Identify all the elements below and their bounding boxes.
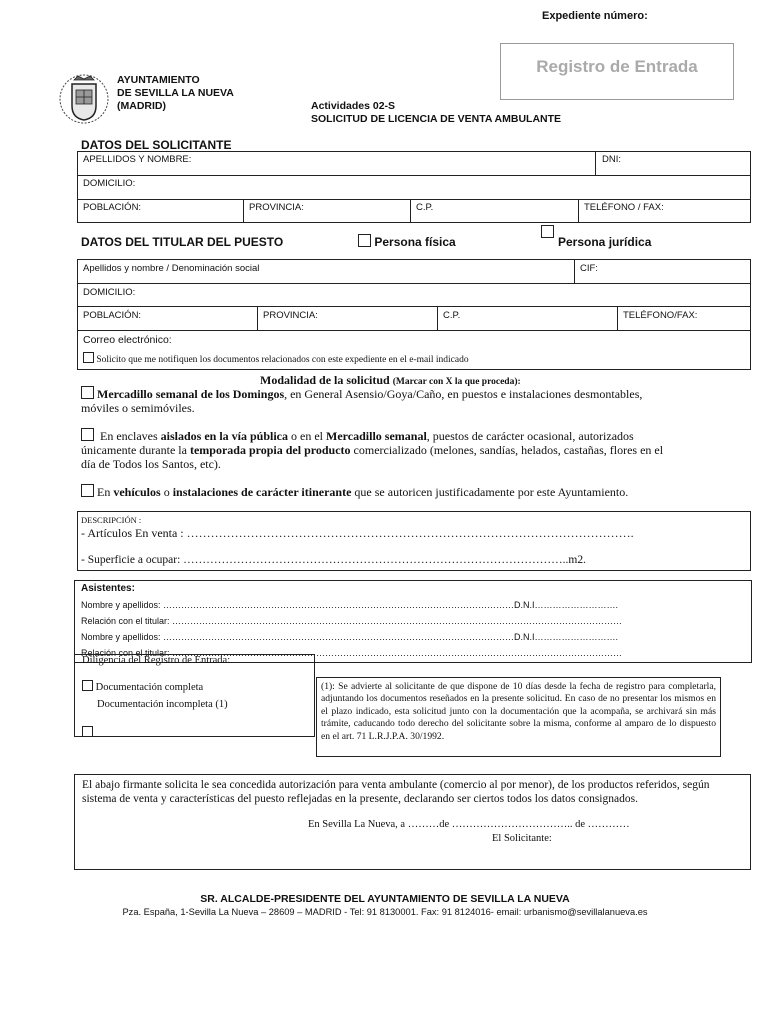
solicitante-dni-field[interactable]: DNI: xyxy=(602,154,621,165)
diligencia-box xyxy=(74,654,315,737)
enclaves-text-e: , puestos de carácter ocasional, autorizados xyxy=(426,429,634,443)
modalidad-option-enclaves[interactable] xyxy=(81,428,721,471)
documentacion-completa-checkbox[interactable] xyxy=(82,680,93,691)
enclaves-bold-g: temporada propia del producto xyxy=(189,443,351,457)
vehiculos-text-c: o xyxy=(160,485,173,499)
solicitante-poblacion-field[interactable]: POBLACIÓN: xyxy=(83,202,142,213)
registro-entrada-box xyxy=(500,43,734,100)
descripcion-label: DESCRIPCIÓN : xyxy=(81,515,142,525)
vehiculos-text-e: que se autoricen justificadamente por este Ayuntamiento. xyxy=(351,485,629,499)
notify-email-label: Solicito que me notifiquen los documentos relacionados con este expediente en el e-mail indicado xyxy=(96,355,469,365)
articulos-field[interactable]: - Artículos En venta : …………………………………………………………………………………………………. xyxy=(81,526,634,540)
firma-text: El abajo firmante solicita le sea concedida autorización para venta ambulante (comercio al por menor), de los productos referidos, según sistema de venta y características del puesto reflejadas en la presente, declarando ser ciertos todos los datos consignados. xyxy=(82,779,710,805)
ayto-line-1: AYUNTAMIENTO xyxy=(117,74,200,86)
asistente-2-relacion-field[interactable]: Relación con el titular: …………………………………………………………………………………………………………………………………… xyxy=(81,648,623,658)
solicitante-domicilio-field[interactable]: DOMICILIO: xyxy=(83,178,136,189)
modalidad-title-text: Modalidad de la solicitud xyxy=(260,373,390,387)
enclaves-text-line3: día de Todos los Santos, etc). xyxy=(81,457,221,471)
asistente-1-nombre-field[interactable]: Nombre y apellidos: ………………………………………………………………………………………………………D.N.I………………………. xyxy=(81,600,619,610)
solicitante-provincia-field[interactable]: PROVINCIA: xyxy=(249,202,304,213)
modalidad-option-domingos[interactable] xyxy=(81,386,721,415)
solicitante-section-title: DATOS DEL SOLICITANTE xyxy=(81,138,232,152)
vehiculos-bold-b: vehículos xyxy=(113,485,161,499)
solicitante-apellidos-field[interactable]: APELLIDOS Y NOMBRE: xyxy=(83,154,192,165)
titular-poblacion-field[interactable]: POBLACIÓN: xyxy=(83,310,142,321)
documentacion-incompleta-checkbox[interactable] xyxy=(82,723,93,741)
footer-direccion: Pza. España, 1-Sevilla La Nueva – 28609 – MADRID - Tel: 91 8130001. Fax: 91 8124016- email: urbanismo@sevillalanueva.es xyxy=(122,907,648,917)
ayto-line-2: DE SEVILLA LA NUEVA xyxy=(117,87,234,99)
titular-email-field[interactable]: Correo electrónico: xyxy=(83,334,172,346)
domingos-text: , en General Asensio/Goya/Caño, en puestos e instalaciones desmontables, xyxy=(284,387,643,401)
domingos-checkbox[interactable] xyxy=(81,386,94,399)
asistente-2-nombre-field[interactable]: Nombre y apellidos: ………………………………………………………………………………………………………D.N.I………………………. xyxy=(81,632,619,642)
persona-fisica-checkbox[interactable] xyxy=(358,234,371,247)
document-title xyxy=(311,100,561,126)
domingos-bold: Mercadillo semanal de los Domingos xyxy=(97,387,285,401)
documentacion-completa-label: Documentación completa xyxy=(95,682,204,693)
domingos-text-line2: móviles o semimóviles. xyxy=(81,401,195,415)
titular-cif-field[interactable]: CIF: xyxy=(580,263,598,274)
enclaves-text-f: únicamente durante la xyxy=(81,443,190,457)
titular-provincia-field[interactable]: PROVINCIA: xyxy=(263,310,318,321)
notify-email-checkbox[interactable] xyxy=(83,352,94,363)
solicitante-telefono-field[interactable]: TELÉFONO / FAX: xyxy=(584,202,664,213)
modalidad-option-vehiculos[interactable] xyxy=(81,484,721,499)
titular-cp-field[interactable]: C.P. xyxy=(443,310,461,321)
documentacion-completa-option[interactable] xyxy=(82,680,203,693)
lugar-fecha-field[interactable]: En Sevilla La Nueva, a ………de …………………………….. de ………… xyxy=(308,819,630,830)
solicitante-cp-field[interactable]: C.P. xyxy=(416,202,434,213)
municipal-seal-icon xyxy=(58,66,110,132)
vehiculos-bold-d: instalaciones de carácter itinerante xyxy=(172,485,352,499)
vehiculos-checkbox[interactable] xyxy=(81,484,94,497)
enclaves-text-a: En enclaves xyxy=(100,429,161,443)
modalidad-title-note: (Marcar con X la que proceda): xyxy=(392,377,521,387)
aviso-text: (1): Se advierte al solicitante de que dispone de 10 días desde la fecha de registro para completarla, adjuntando los documentos reseñados en la presente solicitud. En caso de no presentar los mismos en el plazo indicado, esta solicitud junto con la documentación que la acompaña, se archivará sin más trámite, caducando todo derecho del solicitante sobre la misma, conforme al amparo de lo dispuesto en el art. 71 L.R.J.P.A. 30/1992. xyxy=(321,681,716,742)
asistente-1-relacion-field[interactable]: Relación con el titular: …………………………………………………………………………………………………………………………………… xyxy=(81,616,623,626)
diligencia-title: Diligencia del Registro de Entrada: xyxy=(82,655,231,666)
doc-code: Actividades 02-S xyxy=(311,100,396,112)
enclaves-bold-d: Mercadillo semanal xyxy=(326,429,427,443)
persona-juridica-checkbox[interactable] xyxy=(541,224,554,242)
vehiculos-text-a: En xyxy=(97,485,114,499)
footer-destinatario: SR. ALCALDE-PRESIDENTE DEL AYUNTAMIENTO DE SEVILLA LA NUEVA xyxy=(200,893,570,905)
enclaves-text-h: comercializado (melones, sandías, helados, castañas, flores en el xyxy=(350,443,664,457)
persona-juridica-label: Persona jurídica xyxy=(558,235,652,249)
titular-telefono-field[interactable]: TELÉFONO/FAX: xyxy=(623,310,698,321)
enclaves-text-c: o en el xyxy=(288,429,327,443)
titular-apellidos-field[interactable]: Apellidos y nombre / Denominación social xyxy=(83,263,260,274)
ayuntamiento-name xyxy=(117,74,234,113)
enclaves-bold-b: aislados en la vía pública xyxy=(160,429,289,443)
expediente-label: Expediente número: xyxy=(542,10,648,22)
asistentes-title: Asistentes: xyxy=(81,583,135,594)
documentacion-incompleta-label: Documentación incompleta (1) xyxy=(97,699,228,710)
firma-solicitante-label: El Solicitante: xyxy=(492,833,552,844)
doc-title: SOLICITUD DE LICENCIA DE VENTA AMBULANTE xyxy=(311,113,562,125)
enclaves-checkbox[interactable] xyxy=(81,428,94,441)
superficie-field[interactable]: - Superficie a ocupar: ………………………………………………………………………………………..m2. xyxy=(81,554,586,566)
persona-fisica-label: Persona física xyxy=(374,235,456,249)
titular-domicilio-field[interactable]: DOMICILIO: xyxy=(83,287,136,298)
notify-email-option[interactable] xyxy=(83,352,469,365)
registro-entrada-label: Registro de Entrada xyxy=(536,57,698,76)
ayto-line-3: (MADRID) xyxy=(117,100,166,112)
persona-fisica-option[interactable] xyxy=(358,234,456,249)
aviso-box xyxy=(316,677,721,757)
titular-section-title: DATOS DEL TITULAR DEL PUESTO xyxy=(81,235,284,249)
